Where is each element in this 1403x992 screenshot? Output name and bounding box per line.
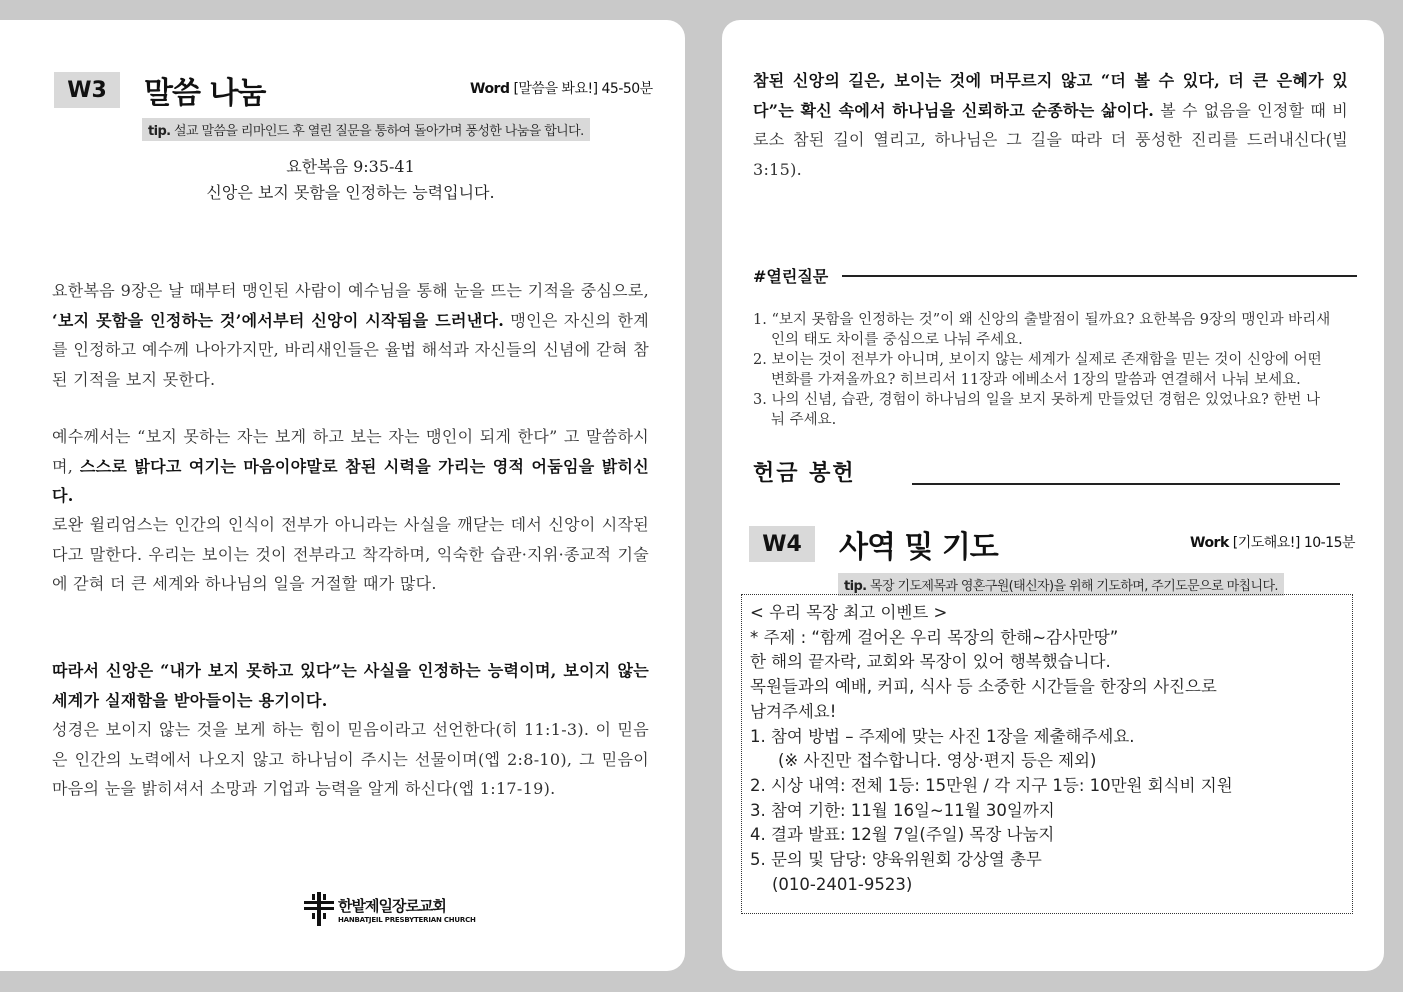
event-line: 4. 결과 발표: 12월 7일(주일) 목장 나눔지 bbox=[750, 825, 1055, 845]
w4-meta bbox=[1190, 532, 1355, 552]
open-questions-title: #열린질문 bbox=[753, 267, 829, 286]
church-name-english: HANBATJEIL PRESBYTERIAN CHURCH bbox=[338, 915, 476, 924]
left-page bbox=[0, 20, 685, 971]
paragraph-1 bbox=[52, 276, 649, 394]
question-item: 2. 보이는 것이 전부가 아니며, 보이지 않는 세계가 실제로 존재함을 믿는 것이 신앙에 어떤 변화를 가져올까요? 히브리서 11장과 에베소서 1장의 말씀과 연결해서 나눠 보세요. bbox=[753, 352, 1322, 388]
event-line: 2. 시상 내역: 전체 1등: 15만원 / 각 지구 1등: 10만원 회식비 지원 bbox=[750, 775, 1233, 795]
offering-title: 헌금 봉헌 bbox=[753, 460, 856, 486]
sermon-theme: 신앙은 보지 못함을 인정하는 능력입니다. bbox=[206, 183, 495, 202]
conclusion-paragraph bbox=[753, 66, 1348, 184]
w4-meta-label: Work bbox=[1190, 535, 1229, 551]
w4-tip-label: tip. bbox=[844, 579, 867, 594]
cross-logo-icon bbox=[304, 892, 334, 926]
event-line: * 주제 : “함께 걸어온 우리 목장의 한해~감사만땅” bbox=[750, 627, 1119, 647]
church-logo-text bbox=[338, 895, 476, 924]
event-notice-box bbox=[741, 594, 1353, 914]
w3-badge: W3 bbox=[54, 72, 120, 108]
divider-line bbox=[912, 483, 1340, 485]
conclusion-text: 볼 수 없음을 인정할 때 비로소 참된 길이 열리고, 하나님은 그 길을 따라 더 풍성한 진리를 드러내신다(빌 3:15). bbox=[753, 100, 1348, 179]
event-line: 1. 참여 방법 – 주제에 맞는 사진 1장을 제출해주세요. bbox=[750, 726, 1135, 746]
p4-text: 성경은 보이지 않는 것을 보게 하는 힘이 믿음이라고 선언한다(히 11:1-3). 이 믿음은 인간의 노력에서 나오지 않고 하나님이 주시는 선물이며(엡 2:8-10), 그 믿음이 마음의 눈을 밝히셔서 소망과 기업과 능력을 알게 하신다(엡 1:17-19). bbox=[52, 720, 649, 798]
conclusion-emphasis: 참된 신앙의 길은, 보이는 것에 머무르지 않고 “더 볼 수 있다, 더 큰 은혜가 있다”는 확신 속에서 하나님을 신뢰하고 순종하는 삶이다. bbox=[753, 71, 1348, 120]
w3-meta-label: Word bbox=[470, 81, 510, 97]
scripture-reference: 요한복음 9:35-41 bbox=[286, 157, 415, 176]
w4-tip-text: 목장 기도제목과 영혼구원(태신자)을 위해 기도하며, 주기도문으로 마칩니다. bbox=[866, 579, 1278, 594]
paragraph-2 bbox=[52, 422, 649, 511]
p2-emphasis: 스스로 밝다고 여기는 마음이야말로 참된 시력을 가리는 영적 어둠임을 밝히신다. bbox=[52, 456, 649, 505]
w3-scripture-block bbox=[52, 154, 649, 206]
p1-text-a: 요한복음 9장은 날 때부터 맹인된 사람이 예수님을 통해 눈을 뜨는 기적을 중심으로, bbox=[52, 281, 649, 300]
p1-emphasis: ‘보지 못함을 인정하는 것’에서부터 신앙이 시작됨을 드러낸다. bbox=[52, 310, 505, 330]
question-item: 3. 나의 신념, 습관, 경험이 하나님의 일을 보지 못하게 만들었던 경험은 있었나요? 한번 나눠 주세요. bbox=[753, 392, 1320, 428]
divider-line bbox=[842, 275, 1357, 277]
w4-header bbox=[749, 522, 998, 566]
open-questions-header bbox=[753, 264, 1357, 287]
event-line: 3. 참여 기한: 11월 16일~11월 30일까지 bbox=[750, 800, 1055, 820]
event-line: 5. 문의 및 담당: 양육위원회 강상열 총무 bbox=[750, 850, 1042, 870]
w3-tip-label: tip. bbox=[148, 124, 171, 139]
w3-meta bbox=[470, 78, 653, 98]
open-questions-list bbox=[753, 310, 1333, 430]
p1-text-c: 맹인은 자신의 한계를 인정하고 예수께 나아가지만, 바리새인들은 율법 해석과 자신들의 신념에 갇혀 참된 기적을 보지 못한다. bbox=[52, 310, 649, 389]
church-name: 한밭제일장로교회 bbox=[338, 896, 446, 915]
event-line: (※ 사진만 접수합니다. 영상·편지 등은 제외) bbox=[778, 751, 1097, 771]
w4-badge: W4 bbox=[749, 526, 815, 562]
w4-tip bbox=[838, 573, 1284, 596]
paragraph-3: 로완 윌리엄스는 인간의 인식이 전부가 아니라는 사실을 깨닫는 데서 신앙이 시작된다고 말한다. 우리는 보이는 것이 전부라고 착각하며, 익숙한 습관·지위·종교적 기술에 갇혀 더 큰 세계와 하나님의 일을 거절할 때가 많다. bbox=[52, 515, 649, 593]
right-page bbox=[722, 20, 1384, 971]
w3-title: 말씀 나눔 bbox=[144, 76, 266, 111]
paragraph-4 bbox=[52, 656, 649, 804]
offering-header bbox=[753, 456, 1340, 487]
w3-header bbox=[54, 68, 265, 112]
event-line: < 우리 목장 최고 이벤트 > bbox=[750, 603, 948, 622]
church-logo bbox=[304, 892, 476, 926]
event-line: 남겨주세요! bbox=[750, 701, 837, 721]
p4-emphasis: 따라서 신앙은 “내가 보지 못하고 있다”는 사실을 인정하는 능력이며, 보이지 않는 세계가 실재함을 받아들이는 용기이다. bbox=[52, 661, 649, 710]
p2-text-a: 예수께서는 “보지 못하는 자는 보게 하고 보는 자는 맹인이 되게 한다” 고 말씀하시며, bbox=[52, 427, 649, 476]
w4-title: 사역 및 기도 bbox=[839, 530, 998, 565]
w4-meta-detail: [기도해요!] 10-15분 bbox=[1228, 535, 1356, 551]
event-line: (010-2401-9523) bbox=[772, 874, 913, 894]
event-line: 목원들과의 예배, 커피, 식사 등 소중한 시간들을 한장의 사진으로 bbox=[750, 677, 1217, 697]
w3-tip bbox=[142, 118, 590, 141]
question-item: 1. “보지 못함을 인정하는 것”이 왜 신앙의 출발점이 될까요? 요한복음 9장의 맹인과 바리새인의 태도 차이를 중심으로 나눠 주세요. bbox=[753, 312, 1331, 348]
event-line: 한 해의 끝자락, 교회와 목장이 있어 행복했습니다. bbox=[750, 652, 1111, 672]
w3-tip-text: 설교 말씀을 리마인드 후 열린 질문을 통하여 돌아가며 풍성한 나눔을 합니다. bbox=[170, 124, 584, 139]
w3-meta-detail: [말씀을 봐요!] 45-50분 bbox=[509, 81, 653, 97]
